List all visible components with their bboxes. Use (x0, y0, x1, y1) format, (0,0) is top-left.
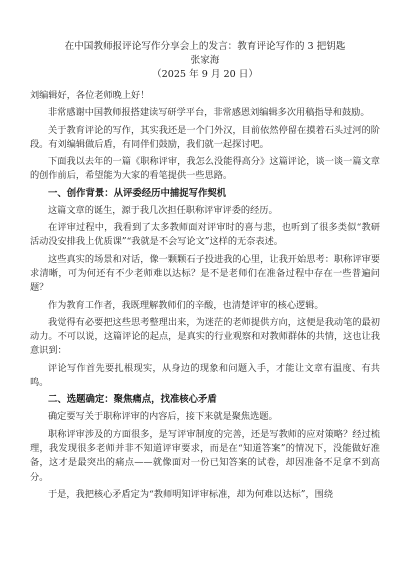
intro-paragraph: 下面我以去年的一篇《职称评审，我怎么没能得高分》这篇评论，谈一谈一篇文章的创作前后，希望能为大家的看笔提供一些思路。 (30, 156, 380, 182)
salutation: 刘编辑好，各位老师晚上好！ (30, 90, 150, 101)
document-title: 在中国教师报评论写作分享会上的发言：教育评论写作的 3 把钥匙 (64, 41, 346, 52)
document-author: 张家海 (190, 55, 220, 66)
section-paragraph: 评论写作首先要扎根现实，从身边的现象和问题入手，才能让文章有温度、有共鸣。 (30, 362, 380, 389)
document-body (30, 89, 380, 502)
section-heading-topic: 二、选题确定：聚焦痛点，找准核心矛盾 (48, 394, 217, 406)
document-header (30, 40, 380, 82)
intro-paragraph: 非常感谢中国教师报搭建读写研学平台，非常感恩刘编辑多次用稿指导和鼓励。 (48, 107, 370, 119)
section-paragraph: 这篇文章的诞生，源于我几次担任职称评审评委的经历。 (48, 204, 278, 216)
section-heading-background: 一、创作背景：从评委经历中捕捉写作契机 (48, 187, 227, 199)
section-paragraph: 职称评审涉及的方面很多，是写评审制度的完善，还是写教师的应对策略？经过梳理，我发现很多老师并非不知道评审要求，而是在“知道答案”的情况下，没能做好准备，这才是最突出的痛点——就像面对一份已知答案的试卷，却因准备不足拿不到高分。 (30, 428, 380, 483)
section-paragraph: 确定要写关于职称评审的内容后，接下来就是聚焦选题。 (48, 411, 278, 423)
section-paragraph: 于是，我把核心矛盾定为“教师明知评审标准，却为何难以达标”，围绕 (48, 488, 334, 500)
section-paragraph: 我觉得有必要把这些思考整理出来，为迷茫的老师提供方向，这便是我动笔的最初动力。不可以说，这篇评论的起点，是真实的行业观察和对教师群体的共情，这也让我意识到： (30, 316, 380, 357)
section-paragraph: 这些真实的场景和对话，像一颗颗石子投进我的心里，让我开始思考：职称评审要求清晰，可为何还有不少老师难以达标？是不是老师们在准备过程中存在一些普遍问题？ (30, 253, 380, 294)
section-paragraph: 作为教育工作者，我既理解教师们的辛酸，也清楚评审的核心逻辑。 (48, 299, 324, 311)
document-date: （2025 年 9 月 20 日） (152, 69, 258, 80)
intro-paragraph: 关于教育评论的写作，其实我还是一个门外汉，目前依然停留在摸着石头过河的阶段。有刘编辑做后盾，有同伴们鼓励，我们就一起探讨吧。 (30, 124, 380, 150)
section-paragraph: 在评审过程中，我看到了太多教师面对评审时的喜与悲，也听到了很多类似“教研活动没安排我上优质课”“我就是不会写论文”这样的无奈表述。 (30, 222, 380, 248)
